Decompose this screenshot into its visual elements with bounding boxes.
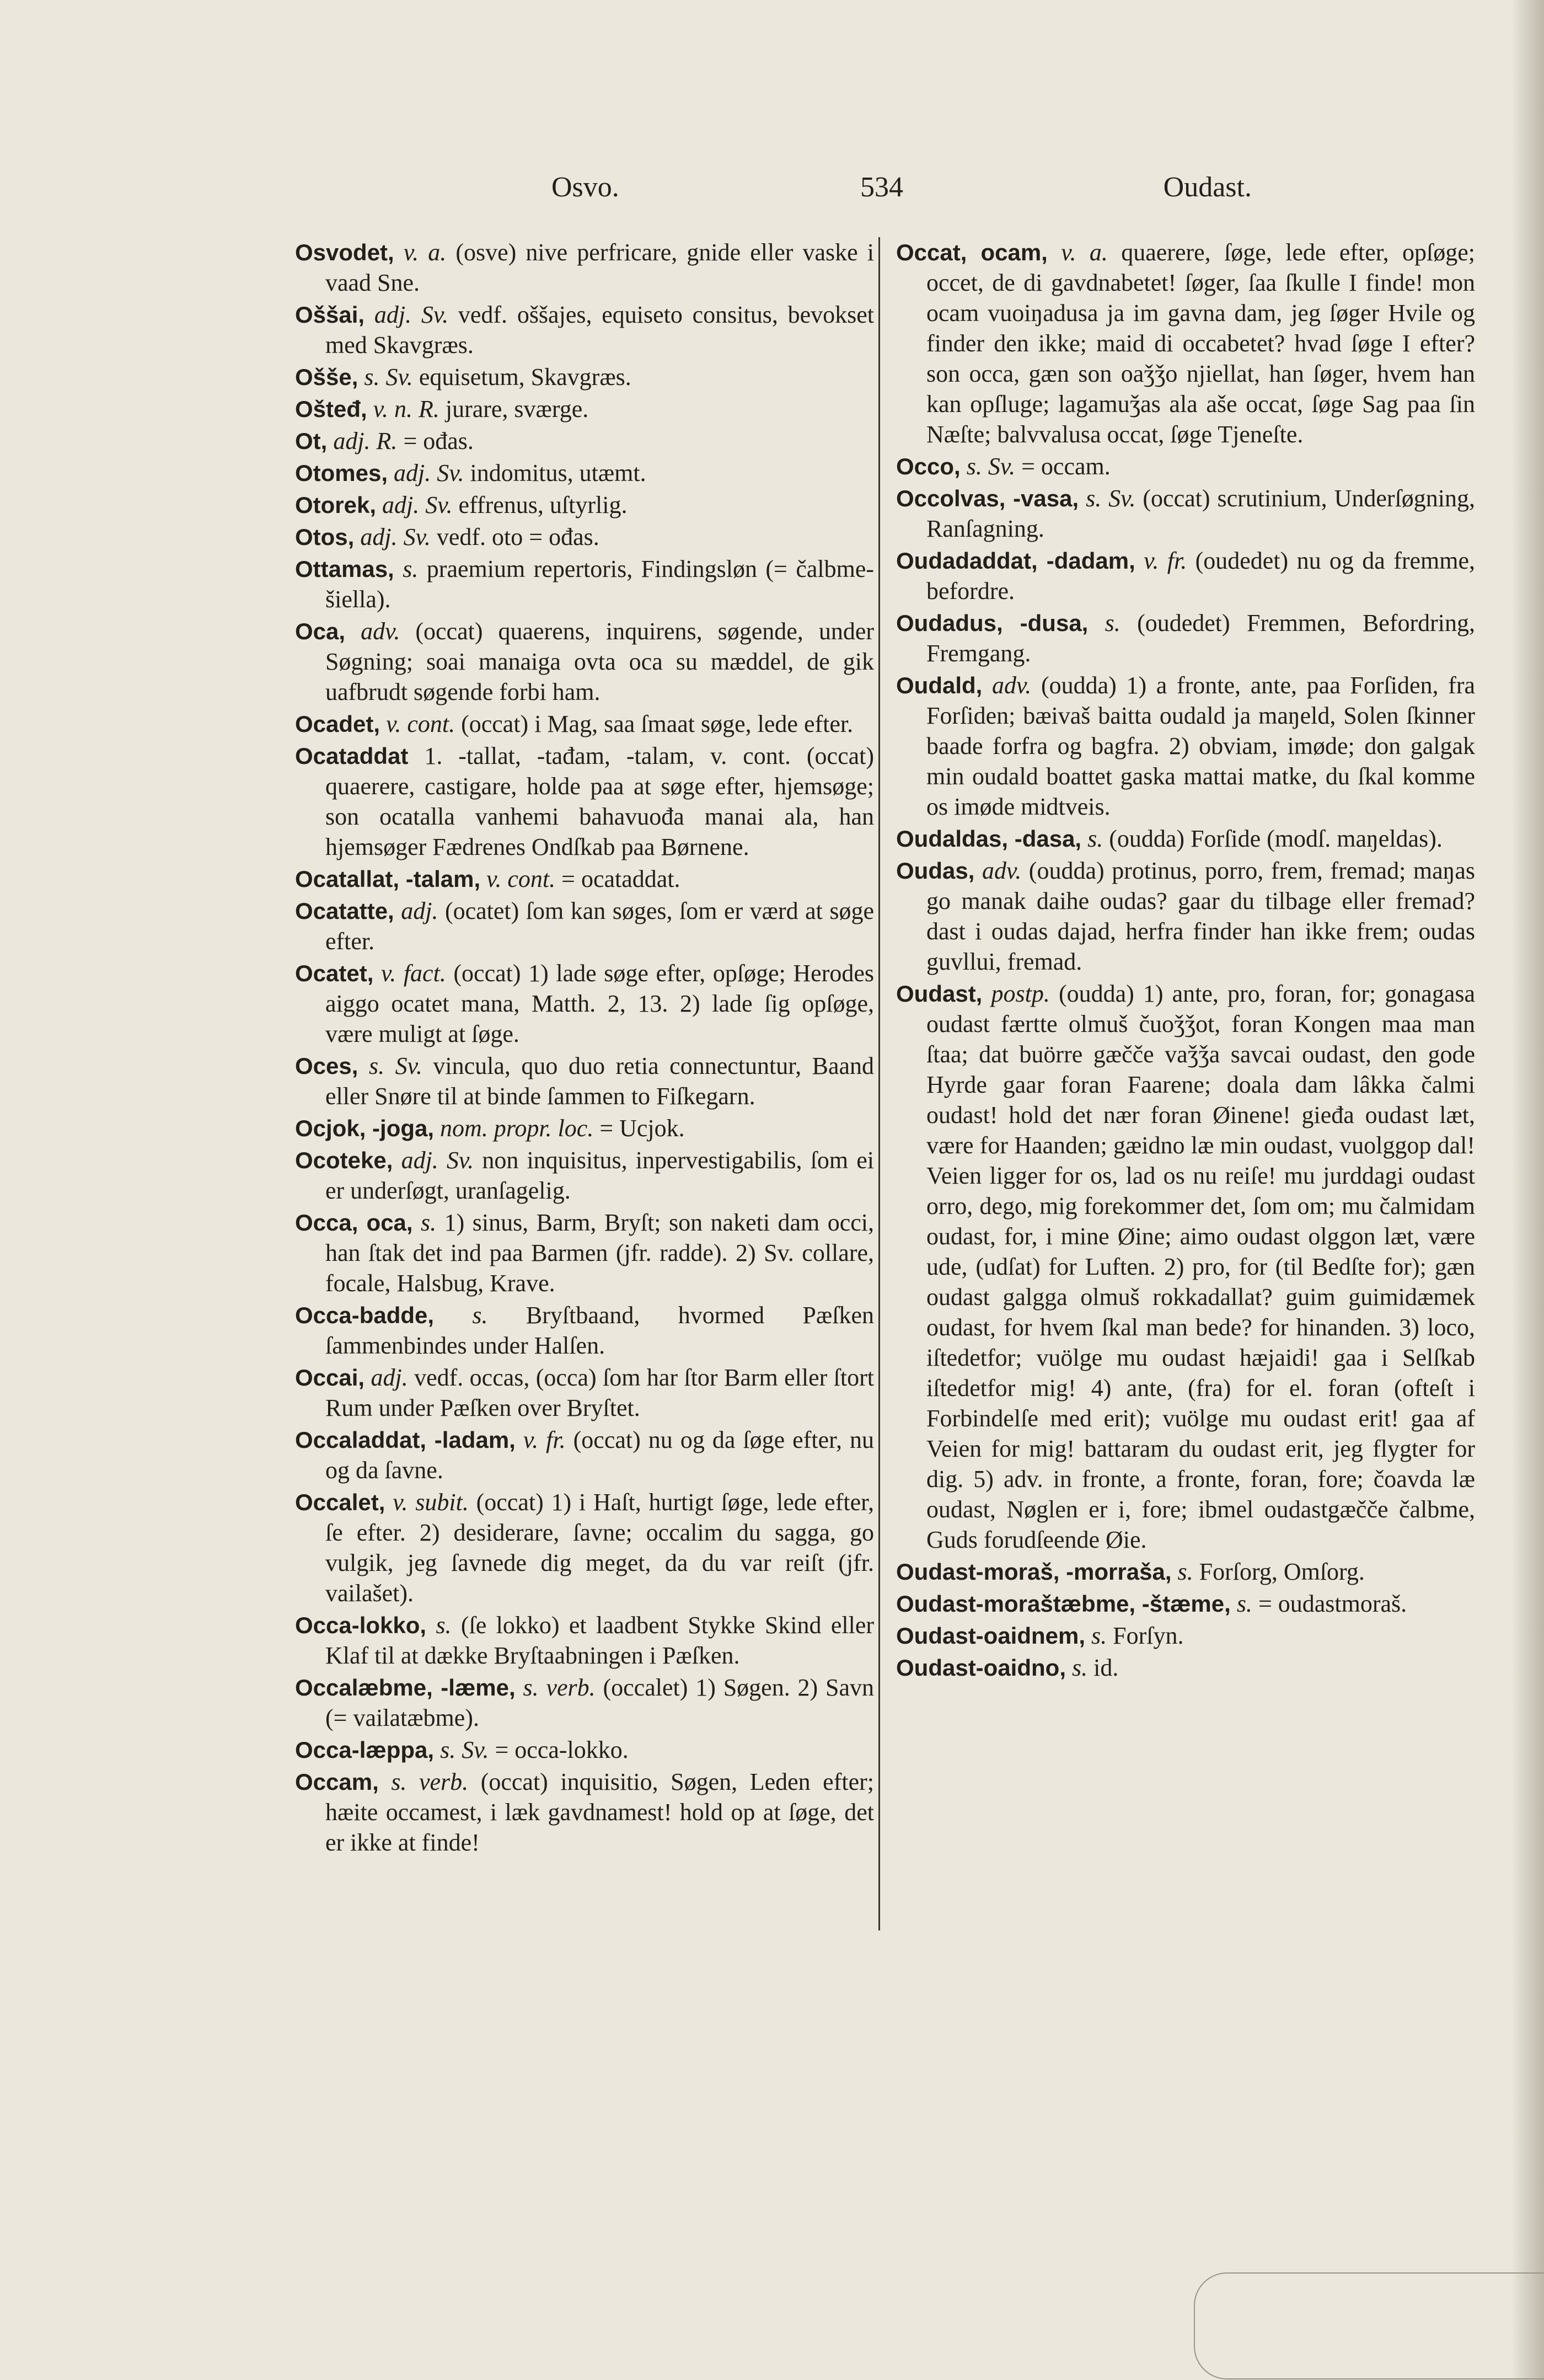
entry-definition: jurare, sværge. [445,395,589,422]
dictionary-entry [295,1487,874,1608]
entry-definition: (occat) i Mag, saa ſmaat søge, lede efter. [461,710,854,737]
entry-headword: Oces, [295,1053,358,1079]
dictionary-entry [295,616,874,707]
entry-grammar: s. verb. [523,1674,596,1701]
dictionary-entry [896,1557,1475,1587]
entry-headword: Osvodet, [295,239,394,265]
entry-grammar: v. a. [403,239,447,266]
entry-grammar: adj. [401,897,438,924]
entry-definition: = occa-lokko. [495,1736,629,1763]
dictionary-entry [295,237,874,298]
entry-headword: Occam, [295,1769,379,1795]
entry-headword: Occa, oca, [295,1210,413,1236]
entry-grammar: s. [1105,609,1121,637]
entry-definition: Bryſtbaand, hvormed Pæſken ſammenbindes under Halſen. [325,1302,875,1359]
entry-headword: Ocoteke, [295,1147,393,1173]
entry-grammar: s. [436,1612,452,1639]
entry-grammar: s. Sv. [440,1736,489,1763]
entry-headword: Oudast-oaidno, [896,1655,1066,1681]
entry-headword: Oudast-moraštæbme, -štæme, [896,1591,1231,1617]
entry-definition: (occat) inquisitio, Søgen, Leden efter; hæite occamest, i læk gavdnamest! hold op at ſøge, det er ikke at finde! [325,1768,874,1856]
dictionary-entry [295,522,874,552]
entry-headword: Oudald, [896,672,983,698]
entry-grammar: adj. Sv. [382,491,453,518]
entry-grammar: s. [1072,1654,1088,1681]
entry-headword: Occa-lokko, [295,1612,427,1638]
entry-headword: Oššе, [295,364,358,390]
entry-definition: vedf. oššajes, equiseto consitus, bevokset med Skavgræs. [325,301,874,359]
header-left-guideword: Osvo. [551,172,619,203]
entry-headword: Occat, ocam, [896,239,1048,265]
right-column [896,237,1475,1684]
entry-grammar: v. cont. [386,710,455,737]
entry-definition: (occalet) 1) Søgen. 2) Savn (= vailatæbme). [325,1674,875,1731]
entry-definition: indomitus, utæmt. [470,459,646,486]
entry-grammar: v. n. R. [373,395,439,422]
entry-headword: Occai, [295,1365,365,1390]
entry-grammar: s. Sv. [1086,485,1136,512]
entry-grammar: s. verb. [391,1768,469,1795]
entry-grammar: s. [1087,825,1103,852]
entry-headword: Oudast-moraš, -morraša, [896,1559,1172,1585]
entry-grammar: v. fact. [380,960,446,987]
entry-definition: (occat) nu og da ſøge efter, nu og da ſavne. [325,1426,875,1484]
dictionary-entry [896,608,1475,668]
entry-grammar: s. [472,1302,488,1329]
dictionary-entry [295,1362,874,1423]
entry-definition: (oudedet) nu og da fremme, befordre. [926,547,1476,605]
page-corner-mark [1194,2272,1544,2379]
entry-definition: (osve) nive perfricare, gnide eller vaske i vaad Sne. [325,239,875,296]
entry-grammar: nom. propr. loc. [440,1115,594,1142]
entry-grammar: adv. [992,672,1032,699]
entry-headword: Oudaldas, -dasa, [896,826,1082,852]
entry-headword: Ošteđ, [295,396,367,422]
entry-headword: Oca, [295,618,346,644]
entry-grammar: v. subit. [393,1489,469,1516]
entry-definition: (occat) 1) i Haſt, hurtigt ſøge, lede efter, ſe efter. 2) desiderare, ſavne; occalim du sagga, go vulgik, jeg ſavnede dig meget, da du var reiſt (jfr. vailašet). [325,1489,875,1607]
entry-headword: Oudas, [896,858,975,884]
dictionary-entry [896,451,1475,482]
running-header [551,171,1252,215]
entry-headword: Ot, [295,428,328,454]
entry-definition: Forſorg, Omſorg. [1199,1558,1365,1585]
dictionary-entry [295,554,874,614]
entry-grammar: adv. [361,618,400,645]
entry-headword: Occa-badde, [295,1302,435,1328]
dictionary-entry [295,1051,874,1111]
entry-grammar: adj. Sv. [394,459,464,486]
entry-definition: (occat) 1) lade søge efter, opſøge; Herodes aiggo ocatet mana, Matth. 2, 13. 2) lade ſig opſøge, være muligt at ſøge. [325,960,875,1047]
entry-grammar: adj. R. [333,427,398,454]
dictionary-entry [295,1672,874,1733]
dictionary-entry [295,490,874,520]
entry-headword: Occalet, [295,1489,385,1515]
dictionary-entry [896,670,1475,822]
dictionary-entry [295,299,874,360]
dictionary-entry [295,709,874,739]
dictionary-entry [896,237,1475,450]
entry-grammar: adj. [371,1364,408,1391]
entry-grammar: adv. [982,857,1022,884]
dictionary-entry [896,1652,1475,1683]
entry-grammar: postp. [991,980,1050,1007]
entry-definition: (occat) quaerens, inquirens, søgende, under Søgning; soai manaiga ovta oca su mæddel, de gik uafbrudt søgende forbi ham. [325,618,874,705]
entry-grammar: v. fr. [523,1426,566,1453]
entry-headword: Oudast, [896,981,983,1007]
dictionary-entry [295,426,874,456]
entry-definition: quaerere, ſøge, lede efter, opſøge; occet, de di gavdnabetet! ſøger, ſaa ſkulle I finde! mon ocam vuoiŋadusa ja im gavna dam, jeg ſøger Hvile og finder den ikke; maid di occabetet? hvad ſøge I efter? son occa, gæn son oaǯǯo njiellat, han ſøger, hvem han kan opſluge; lagamuǯas ala aše occat, ſøge Sag paa ſin Næſte; balvvalusa occat, ſøge Tjeneſte. [926,239,1475,448]
dictionary-entry [295,1300,874,1361]
entry-headword: Occolvas, -vasa, [896,485,1079,511]
entry-grammar: s. [1236,1590,1252,1617]
dictionary-entry [896,545,1475,606]
page-number: 534 [860,172,903,203]
entry-headword: Ocatatte, [295,898,394,924]
entry-grammar: s. [421,1209,437,1236]
entry-definition: (oudda) 1) a fronte, ante, paa Forſiden, fra Forſiden; bæivaš baitta oudald ja maŋeld, Solen ſkinner baade forfra og bagfra. 2) obviam, imøde; don galgak min oudald boattet gaska mattai matke, du ſkal komme os imøde midtveis. [926,672,1475,820]
dictionary-entry [295,958,874,1049]
entry-definition: praemium repertoris, Findingsløn (= čalbme-šiella). [325,555,875,613]
dictionary-entry [295,1735,874,1765]
entry-definition: equisetum, Skavgræs. [419,363,631,391]
dictionary-entry [896,823,1475,854]
entry-headword: Otorek, [295,492,377,518]
entry-headword: Ocatallat, -talam, [295,866,481,892]
entry-headword: Ocatet, [295,960,374,986]
dictionary-entry [896,483,1475,544]
dictionary-entry [295,1145,874,1206]
entry-headword: Oudadus, -dusa, [896,610,1089,636]
entry-grammar: s. [403,555,419,582]
dictionary-entry [896,855,1475,977]
dictionary-entry [896,1589,1475,1619]
entry-definition: (ocatet) ſom kan søges, ſom er værd at søge efter. [325,897,875,955]
entry-definition: non inquisitus, inpervestigabilis, ſom ei er underſøgt, uranſagelig. [325,1147,875,1204]
entry-definition: vedf. occas, (occa) ſom har ſtor Barm eller ſtort Rum under Pæſken over Bryſtet. [325,1364,874,1421]
entry-definition: (oudda) protinus, porro, frem, fremad; maŋas go manak daihe oudas? gaar du tilbage eller fremad? dast i oudas dajad, herfra finder han ikke frem; oudas guvllui, fremad. [926,857,1476,975]
entry-headword: Ocjok, -joga, [295,1115,435,1141]
entry-definition: (ſe lokko) et laadbent Stykke Skind eller Klaf til at dække Bryſtaabningen i Pæſken. [325,1612,875,1669]
entry-grammar: s. Sv. [966,453,1016,480]
entry-definition: = Ucjok. [599,1115,685,1142]
dictionary-entry [896,1620,1475,1651]
entry-definition: vincula, quo duo retia connectuntur, Baand eller Snøre til at binde ſammen to Fiſkegarn. [325,1052,875,1110]
entry-definition: (oudda) 1) ante, pro, foran, for; gonagasa oudast færtte olmuš čuoǯǯot, foran Kongen maa man ſtaa; dat buörre gæčče vaǯǯa savcai oudast, den gode Hyrde gaar foran Faarene; doala dam lâkka čalmi oudast! hold det nær foran Øinene! gieđa oudast læt, være for Haanden; gæidno læ min oudast, vuolggop dal! Veien ligger for os, lad os nu reiſe! mu jurddagi oudast orro, dego, mig forekommer det, ſom om; mu čalmidam oudast, for, i mine Øine; aimo oudast olggon læt, være ude, (udſat) for Luften. 2) pro, for (til Bedſte for); gæn oudast galgga olmuš rokkadallat? guim guimidæmek oudast, for hvem ſkal man bede? for hinanden. 3) loco, iſtedetfor; vuölge mu oudast hæjaidi! gaa i Selſkab iſtedetfor mig! 4) ante, (fra) for el. foran (ofteſt i Forbindelſe med erit); vuölge mu oudast erit! gaa af Veien for mig! battaram du oudast erit, jeg flygter for dig. 5) adv. in fronte, a fronte, foran, fore; čoavda læ oudast, Nøglen er i, fore; ibmel oudastgæčče čalbme, Guds forudſeende Øie. [926,980,1476,1553]
entry-grammar: v. fr. [1144,547,1187,574]
dictionary-entry [295,1207,874,1298]
header-right-guideword: Oudast. [1163,172,1252,203]
entry-headword: Occalæbme, -læme, [295,1675,516,1700]
page-edge-shadow [1511,0,1544,2380]
dictionary-entry [295,896,874,956]
entry-headword: Otomes, [295,460,388,486]
entry-definition: effrenus, uſtyrlig. [458,491,628,518]
entry-headword: Otos, [295,524,355,550]
dictionary-entry [295,394,874,424]
entry-definition: = occam. [1021,453,1111,480]
entry-headword: Oššai, [295,302,365,328]
entry-headword: Occaladdat, -ladam, [295,1427,516,1453]
column-divider [878,237,880,1930]
entry-definition: (occat) scrutinium, Underſøgning, Ranſagning. [926,485,1476,542]
dictionary-entry [295,362,874,392]
left-column [295,237,874,1859]
entry-headword: Oudadaddat, -dadam, [896,548,1135,574]
entry-headword: Oudast-oaidnem, [896,1623,1086,1649]
entry-headword: Ocadet, [295,711,380,737]
entry-grammar: adj. Sv. [360,523,431,550]
dictionary-entry [295,741,874,862]
entry-grammar: s. Sv. [364,363,413,391]
dictionary-entry [295,1425,874,1485]
entry-definition: = ocataddat. [561,865,680,892]
entry-grammar: v. a. [1061,239,1108,266]
dictionary-entry [295,1767,874,1858]
entry-grammar: s. Sv. [368,1052,422,1079]
entry-grammar: adj. Sv. [401,1147,474,1174]
entry-definition: 1) sinus, Barm, Bryſt; son naketi dam occi, han ſtak det ind paa Barmen (jfr. radde). 2) Sv. collare, focale, Halsbug, Krave. [325,1209,874,1297]
entry-grammar: s. [1177,1558,1193,1585]
dictionary-entry [896,978,1475,1555]
entry-headword: Occa-læppa, [295,1737,435,1763]
entry-grammar: v. cont. [486,865,556,892]
entry-definition: Forſyn. [1113,1622,1184,1649]
entry-definition: 1. -tallat, -tađam, -talam, v. cont. (occat) quaerere, castigare, holde paa at søge efter, hjemsøge; son ocatalla vanhemi bahavuođa manai ala, han hjemsøger Fædrenes Ondſkab paa Børnene. [325,742,874,860]
dictionary-entry [295,458,874,488]
entry-headword: Ottamas, [295,556,394,582]
entry-definition: = ođas. [403,427,474,454]
entry-grammar: s. [1091,1622,1107,1649]
entry-definition: vedf. oto = ođas. [436,523,599,550]
entry-definition: (oudda) Forſide (modſ. maŋeldas). [1109,825,1443,852]
entry-headword: Occo, [896,453,961,479]
entry-definition: id. [1093,1654,1119,1681]
entry-headword: Ocataddat [295,743,409,769]
dictionary-entry [295,1610,874,1671]
dictionary-entry [295,1113,874,1143]
dictionary-entry [295,864,874,894]
entry-grammar: adj. Sv. [374,301,449,328]
entry-definition: (oudedet) Fremmen, Befordring, Fremgang. [926,609,1475,667]
entry-definition: = oudastmoraš. [1258,1590,1407,1617]
